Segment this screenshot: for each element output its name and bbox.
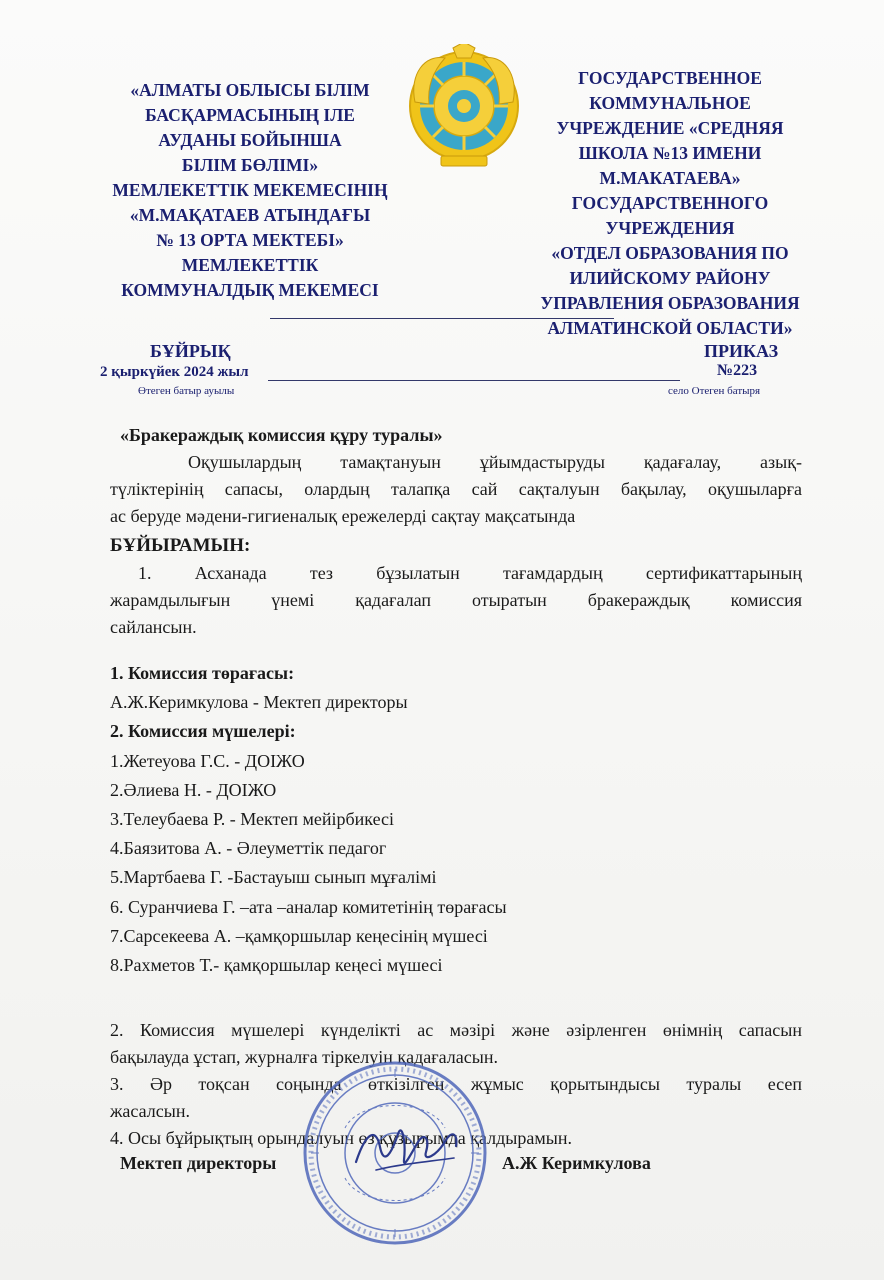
member-item: 6. Суранчиева Г. –ата –аналар комитетінің төрағасы: [110, 896, 507, 917]
header-ru-line: АЛМАТИНСКОЙ ОБЛАСТИ»: [547, 318, 793, 338]
header-ru-line: КОММУНАЛЬНОЕ: [589, 93, 751, 113]
item-line: сайлансын.: [110, 617, 197, 637]
header-ru-line: УПРАВЛЕНИЯ ОБРАЗОВАНИЯ: [540, 293, 800, 313]
order-number: №223: [717, 362, 758, 379]
signatory-name: А.Ж Керимкулова: [502, 1153, 651, 1173]
header-kz-line: № 13 ОРТА МЕКТЕБІ»: [156, 230, 344, 250]
header-kazakh: [100, 78, 400, 303]
doc-type-kazakh: БҰЙРЫҚ: [150, 341, 231, 361]
header-kz-line: КОММУНАЛДЫҚ МЕКЕМЕСІ: [121, 280, 379, 300]
header-ru-line: М.МАКАТАЕВА»: [599, 168, 741, 188]
header-ru-line: ШКОЛА №13 ИМЕНИ: [578, 143, 762, 163]
member-item: 4.Баязитова А. - Әлеуметтік педагог: [110, 838, 387, 859]
header-kz-line: БІЛІМ БӨЛІМІ»: [181, 155, 319, 175]
place-russian: село Отеген батыря: [668, 385, 761, 397]
header-kz-line: АУДАНЫ БОЙЫНША: [158, 130, 342, 150]
header-kz-line: МЕМЛЕКЕТТІК: [181, 255, 319, 275]
member-item: 8.Рахметов Т.- қамқоршылар кеңесі мүшесі: [110, 955, 443, 976]
header-kz-line: МЕМЛЕКЕТТІК МЕКЕМЕСІНІҢ: [112, 180, 388, 200]
header-kz-line: БАСҚАРМАСЫНЫҢ ІЛЕ: [145, 105, 355, 125]
order-date: 2 қыркүйек 2024 жыл: [100, 364, 249, 380]
commission-list: [110, 659, 507, 980]
member-item: 2.Әлиева Н. - ДОІЖО: [110, 779, 277, 800]
header-ru-line: УЧРЕЖДЕНИЯ: [605, 218, 735, 238]
header-ru-line: УЧРЕЖДЕНИЕ «СРЕДНЯЯ: [556, 118, 784, 138]
header-ru-line: ИЛИЙСКОМУ РАЙОНУ: [569, 268, 771, 288]
header-kz-line: «М.МАҚАТАЕВ АТЫНДАҒЫ: [129, 205, 371, 225]
header-ru-line: ГОСУДАРСТВЕННОГО: [571, 193, 769, 213]
handwritten-signature-icon: [346, 1112, 466, 1182]
header-ru-line: ГОСУДАРСТВЕННОЕ: [578, 68, 762, 88]
signatory-title: Мектеп директоры: [120, 1153, 277, 1173]
item-line: жарамдылығын үнемі қадағалап отыратын бракераждық комиссия: [110, 590, 802, 610]
chair-heading: 1. Комиссия төрағасы:: [110, 663, 295, 683]
members-heading: 2. Комиссия мүшелері:: [110, 721, 296, 742]
preamble-line: Оқушылардың тамақтануын ұйымдастыруды қадағалау, азық-: [188, 452, 802, 472]
preamble-line: ас беруде мәдени-гигиеналық ережелерді сақтау мақсатында: [110, 506, 576, 526]
item-line: 4. Осы бұйрықтың орындалуын өз құзырымда қалдырамын.: [110, 1128, 572, 1148]
member-item: 7.Сарсекеева А. –қамқоршылар кеңесінің мүшесі: [110, 925, 488, 946]
date-divider: [268, 380, 680, 381]
item-line: 3. Әр тоқсан соңында өткізілген жұмыс қорытындысы туралы есеп: [110, 1074, 802, 1094]
doc-type-russian: ПРИКАЗ: [704, 341, 779, 361]
item-line: 2. Комиссия мүшелері күнделікті ас мәзірі және әзірленген өнімнің сапасын: [110, 1020, 802, 1040]
item-line: 1. Асханада тез бұзылатын тағамдардың сертификаттарының: [138, 563, 802, 583]
item-line: бақылауда ұстап, журналға тіркелуін қадағаласын.: [110, 1047, 498, 1067]
item-line: жасалсын.: [110, 1101, 190, 1121]
header-divider: [270, 318, 614, 319]
kazakhstan-state-emblem-icon: [405, 44, 523, 172]
header-russian: [525, 66, 815, 341]
member-item: 1.Жетеуова Г.С. - ДОІЖО: [110, 750, 305, 771]
preamble: [110, 449, 802, 530]
member-item: 3.Телеубаева Р. - Мектеп мейірбикесі: [110, 809, 395, 830]
preamble-line: түліктерінің сапасы, олардың талапқа сай сақталуын бақылау, оқушыларға: [110, 479, 802, 499]
header-ru-line: «ОТДЕЛ ОБРАЗОВАНИЯ ПО: [551, 243, 789, 263]
order-title: «Бракераждық комиссия құру туралы»: [120, 425, 443, 445]
order-heading: БҰЙЫРАМЫН:: [110, 535, 251, 556]
place-kazakh: Өтеген батыр ауылы: [138, 385, 235, 397]
chair-name: А.Ж.Керимкулова - Мектеп директоры: [110, 692, 408, 713]
member-item: 5.Мартбаева Г. -Бастауыш сынып мұғалімі: [110, 867, 437, 888]
header-kz-line: «АЛМАТЫ ОБЛЫСЫ БІЛІМ: [130, 80, 370, 100]
order-item-1: [110, 560, 802, 641]
